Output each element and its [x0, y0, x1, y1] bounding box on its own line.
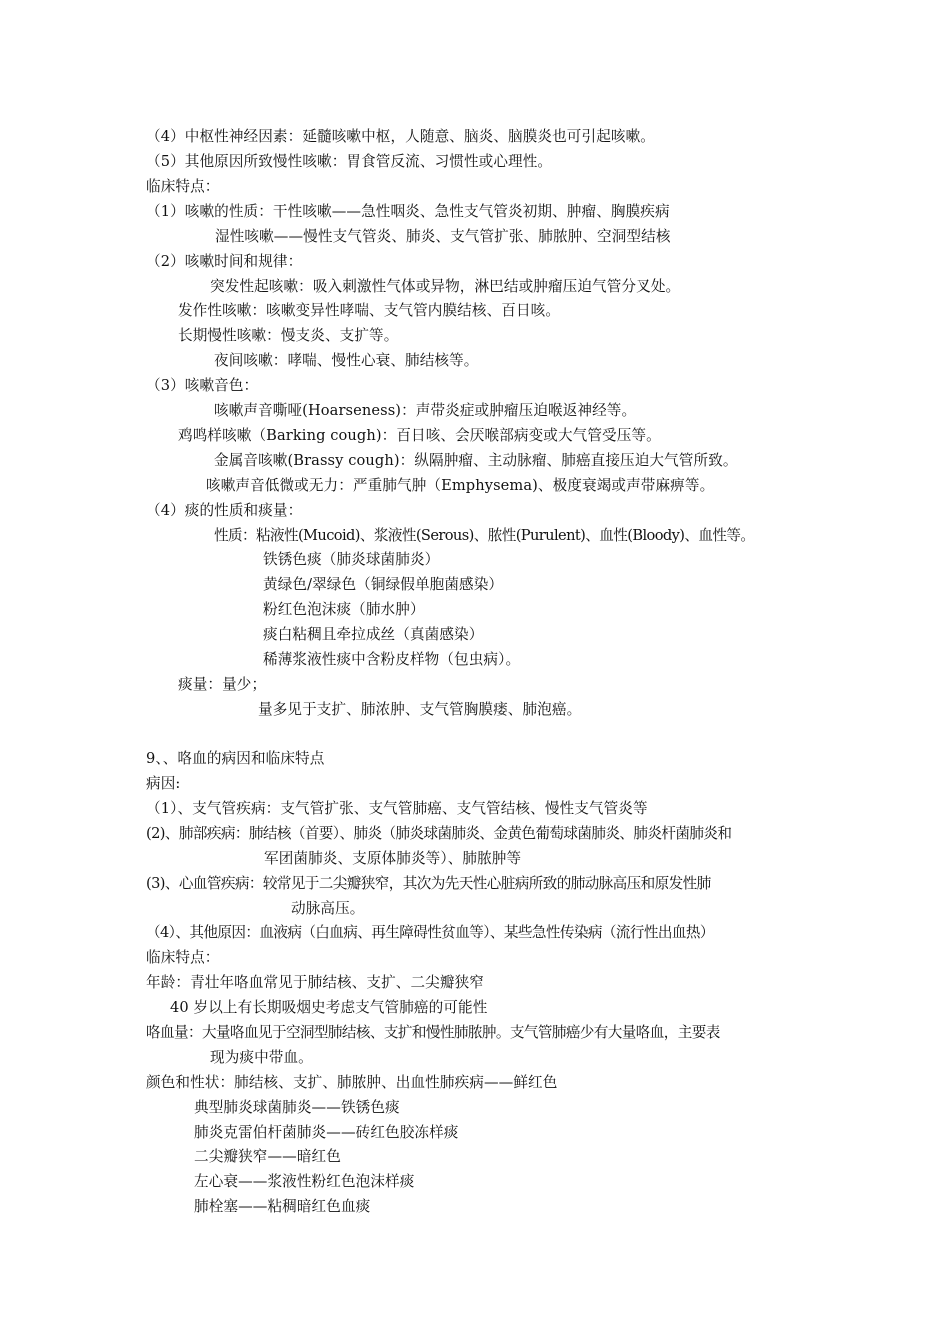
sputum-rusty: 铁锈色痰（肺炎球菌肺炎）: [263, 551, 440, 568]
hemoptysis-color-heading: 颜色和性状：肺结核、支扩、肺脓肿、出血性肺疾病——鲜红色: [146, 1074, 558, 1091]
cough-nature-dry: （1）咳嗽的性质：干性咳嗽——急性咽炎、急性支气管炎初期、肿瘤、胸膜疾病: [146, 203, 670, 220]
cough-cause-5: （5）其他原因所致慢性咳嗽：胃食管反流、习惯性或心理性。: [146, 153, 553, 170]
sputum-heading: （4）痰的性质和痰量：: [146, 502, 303, 519]
hemoptysis-cause-4: （4）、其他原因：血液病（白血病、再生障碍性贫血等）、某些急性传染病（流行性出血热）: [146, 924, 714, 941]
sputum-white: 痰白粘稠且牵拉成丝（真菌感染）: [263, 626, 484, 643]
hemoptysis-color-3: 二尖瓣狭窄——暗红色: [194, 1148, 341, 1165]
hemoptysis-cause-2a: (2)、肺部疾病：肺结核（首要）、肺炎（肺炎球菌肺炎、金黄色葡萄球菌肺炎、肺炎杆菌肺炎和: [146, 825, 732, 842]
hemoptysis-age-b: 40 岁以上有长期吸烟史考虑支气管肺癌的可能性: [170, 999, 488, 1016]
sputum-thin: 稀薄浆液性痰中含粉皮样物（包虫病）。: [263, 651, 521, 668]
sputum-nature: 性质：粘液性(Mucoid)、浆液性(Serous)、脓性(Purulent)、血性(Bloody)、血性等。: [214, 527, 755, 544]
hemoptysis-color-2: 肺炎克雷伯杆菌肺炎——砖红色胶冻样痰: [194, 1124, 459, 1141]
hemoptysis-cause-heading: 病因:: [146, 775, 181, 792]
cough-timing-chronic: 长期慢性咳嗽：慢支炎、支扩等。: [178, 327, 399, 344]
sputum-large: 量多见于支扩、肺浓肿、支气管胸膜瘘、肺泡癌。: [258, 701, 582, 718]
cough-timing-heading: （2）咳嗽时间和规律：: [146, 253, 303, 270]
hemoptysis-color-1: 典型肺炎球菌肺炎——铁锈色痰: [194, 1099, 400, 1116]
cough-tone-weak: 咳嗽声音低微或无力：严重肺气肿（Emphysema)、极度衰竭或声带麻痹等。: [206, 477, 715, 494]
hemoptysis-cause-3a: (3)、心血管疾病：较常见于二尖瓣狭窄，其次为先天性心脏病所致的肺动脉高压和原发性肺: [146, 875, 711, 892]
hemoptysis-color-5: 肺栓塞——粘稠暗红色血痰: [194, 1198, 371, 1215]
sputum-pink: 粉红色泡沫痰（肺水肿）: [263, 601, 425, 618]
cough-clinical-heading: 临床特点：: [146, 178, 220, 195]
cough-tone-heading: （3）咳嗽音色：: [146, 377, 259, 394]
cough-timing-night: 夜间咳嗽：哮喘、慢性心衰、肺结核等。: [214, 352, 479, 369]
cough-tone-hoarse: 咳嗽声音嘶哑(Hoarseness)：声带炎症或肿瘤压迫喉返神经等。: [214, 402, 637, 419]
hemoptysis-clinical-heading: 临床特点：: [146, 949, 220, 966]
hemoptysis-cause-3b: 动脉高压。: [291, 900, 365, 917]
cough-cause-4: （4）中枢性神经因素：延髓咳嗽中枢，人随意、脑炎、脑膜炎也可引起咳嗽。: [146, 128, 655, 145]
cough-tone-barking: 鸡鸣样咳嗽（Barking cough)：百日咳、会厌喉部病变或大气管受压等。: [178, 427, 661, 444]
hemoptysis-volume-a: 咯血量：大量咯血见于空洞型肺结核、支扩和慢性肺脓肿。支气管肺癌少有大量咯血，主要表: [146, 1024, 720, 1041]
sputum-amount: 痰量：量少；: [178, 676, 267, 693]
cough-timing-paroxysmal: 发作性咳嗽：咳嗽变异性哮喘、支气管内膜结核、百日咳。: [178, 302, 561, 319]
hemoptysis-color-4: 左心衰——浆液性粉红色泡沫样痰: [194, 1173, 415, 1190]
hemoptysis-title: 9、、咯血的病因和临床特点: [146, 750, 325, 767]
sputum-green: 黄绿色/翠绿色（铜绿假单胞菌感染）: [263, 576, 504, 593]
cough-tone-brassy: 金属音咳嗽(Brassy cough)：纵隔肿瘤、主动脉瘤、肺癌直接压迫大气管所致。: [214, 452, 738, 469]
hemoptysis-age-a: 年龄：青壮年咯血常见于肺结核、支扩、二尖瓣狭窄: [146, 974, 484, 991]
cough-nature-wet: 湿性咳嗽——慢性支气管炎、肺炎、支气管扩张、肺脓肿、空洞型结核: [215, 228, 671, 245]
cough-timing-sudden: 突发性起咳嗽：吸入刺激性气体或异物，淋巴结或肿瘤压迫气管分叉处。: [210, 278, 681, 295]
hemoptysis-volume-b: 现为痰中带血。: [210, 1049, 313, 1066]
hemoptysis-cause-1: （1）、支气管疾病：支气管扩张、支气管肺癌、支气管结核、慢性支气管炎等: [146, 800, 648, 817]
hemoptysis-cause-2b: 军团菌肺炎、支原体肺炎等）、肺脓肿等: [264, 850, 522, 867]
